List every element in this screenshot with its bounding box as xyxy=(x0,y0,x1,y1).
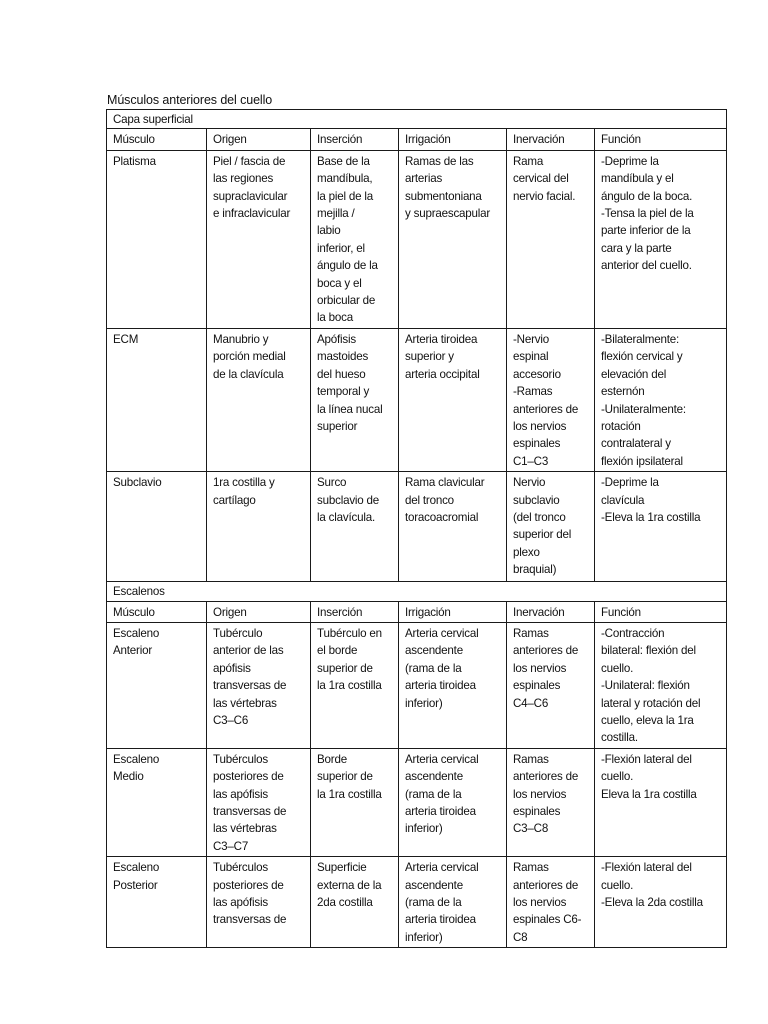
cell-text-line: rotación xyxy=(601,419,641,433)
cell-text-line: Ramas xyxy=(513,752,549,766)
cell-text-line: C8 xyxy=(513,930,528,944)
cell-text-line: flexión ipsilateral xyxy=(601,454,683,468)
cell-text-line: Tubérculos xyxy=(213,861,268,875)
cell-text-line: la boca xyxy=(317,311,353,325)
cell-text-line: (rama de la xyxy=(405,896,462,910)
cell-innervation xyxy=(507,622,595,748)
cell-insertion xyxy=(311,748,399,856)
cell-innervation xyxy=(507,472,595,582)
cell-text-line: Escaleno xyxy=(113,626,160,640)
column-header-origin: Origen xyxy=(207,129,311,150)
cell-text-line: subclavio xyxy=(513,493,560,507)
cell-text-line: ascendente xyxy=(405,770,463,784)
cell-text-line: submentoniana xyxy=(405,189,482,203)
cell-text-line: flexión cervical y xyxy=(601,350,683,364)
cell-text-line: las vértebras xyxy=(213,822,277,836)
cell-text-line: transversas de xyxy=(213,805,287,818)
section-title: Escalenos xyxy=(107,582,727,601)
cell-text-line: el borde xyxy=(317,644,358,658)
cell-text-line: Escaleno xyxy=(113,861,160,875)
cell-text-line: mastoides xyxy=(317,350,369,364)
cell-text-line: -Ramas xyxy=(513,385,553,399)
cell-text-line: -Nervio xyxy=(513,332,549,346)
cell-irrigation xyxy=(399,328,507,471)
cell-text-line: los nervios xyxy=(513,787,567,801)
cell-text-line: cuello, eleva la 1ra xyxy=(601,713,694,727)
cell-muscle xyxy=(107,857,207,948)
cell-text-line: Superficie xyxy=(317,861,367,875)
cell-text-line: 2da costilla xyxy=(317,896,373,910)
cell-text-line: espinal xyxy=(513,350,549,364)
cell-text-line: accesorio xyxy=(513,367,561,381)
cell-text-line: subclavio de xyxy=(317,493,380,507)
cell-text-line: las vértebras xyxy=(213,696,277,710)
cell-text-line: C4–C6 xyxy=(513,696,549,710)
cell-text-line: cuello. xyxy=(601,661,634,675)
cell-text-line: bilateral: flexión del xyxy=(601,644,696,658)
cell-text-line: C1–C3 xyxy=(513,454,549,468)
cell-text-line: arteria tiroidea xyxy=(405,805,476,818)
cell-text-line: anterior del cuello. xyxy=(601,259,692,273)
cell-muscle xyxy=(107,622,207,748)
cell-text-line: Tubérculo en xyxy=(317,626,382,640)
cell-irrigation xyxy=(399,748,507,856)
cell-text-line: Ramas xyxy=(513,626,549,640)
cell-text-line: labio xyxy=(317,224,341,238)
cell-text-line: anteriores de xyxy=(513,402,579,416)
cell-text-line: la 1ra costilla xyxy=(317,679,382,693)
cell-text-line: superior y xyxy=(405,350,454,364)
cell-irrigation xyxy=(399,472,507,582)
column-header-insertion: Inserción xyxy=(311,129,399,150)
cell-text-line: mandíbula y el xyxy=(601,172,674,186)
cell-text-line: espinales xyxy=(513,437,561,451)
cell-text-line: las apófisis xyxy=(213,787,268,801)
cell-text-line: C3–C8 xyxy=(513,822,549,836)
cell-text-line: -Unilateralmente: xyxy=(601,402,686,416)
cell-text-line: parte inferior de la xyxy=(601,224,691,238)
cell-text-line: -Bilateralmente: xyxy=(601,332,679,346)
cell-text-line: contralateral y xyxy=(601,437,671,451)
cell-origin xyxy=(207,472,311,582)
cell-text-line: Posterior xyxy=(113,878,158,892)
cell-function xyxy=(595,328,727,471)
cell-text-line: Ramas xyxy=(513,861,549,875)
cell-text-line: del hueso xyxy=(317,367,366,381)
header-row xyxy=(107,129,727,150)
cell-function xyxy=(595,857,727,948)
document-title: Músculos anteriores del cuello xyxy=(107,93,273,107)
column-header-muscle: Músculo xyxy=(107,129,207,150)
cell-text-line: lateral y rotación del xyxy=(601,696,701,710)
cell-text-line: elevación del xyxy=(601,367,667,381)
cell-text-line: Tubérculos xyxy=(213,752,268,766)
cell-insertion xyxy=(311,622,399,748)
cell-text-line: arteria occipital xyxy=(405,367,480,381)
cell-text-line: inferior) xyxy=(405,696,443,710)
table-body xyxy=(107,110,727,948)
cell-text-line: Eleva la 1ra costilla xyxy=(601,787,697,801)
table-row xyxy=(107,472,727,582)
cell-text-line: Arteria cervical xyxy=(405,626,479,640)
cell-text-line: C3–C7 xyxy=(213,839,249,853)
cell-text-line: orbicular de xyxy=(317,294,376,308)
cell-text-line: -Deprime la xyxy=(601,476,659,490)
cell-text-line: los nervios xyxy=(513,661,567,675)
cell-text-line: posteriores de xyxy=(213,878,284,892)
cell-insertion xyxy=(311,328,399,471)
cell-text-line: Arteria cervical xyxy=(405,861,479,875)
cell-text-line: -Flexión lateral del xyxy=(601,861,692,875)
cell-text-line: cuello. xyxy=(601,878,634,892)
cell-text-line: los nervios xyxy=(513,896,567,910)
table-row xyxy=(107,328,727,471)
cell-text-line: apófisis xyxy=(213,661,251,675)
cell-text-line: de la clavícula xyxy=(213,367,284,381)
table-row xyxy=(107,150,727,328)
cell-origin xyxy=(207,857,311,948)
cell-text-line: cuello. xyxy=(601,770,634,784)
cell-text-line: Surco xyxy=(317,476,347,490)
cell-text-line: Base de la xyxy=(317,154,370,168)
cell-function xyxy=(595,472,727,582)
cell-text-line: ascendente xyxy=(405,644,463,658)
cell-text-line: inferior) xyxy=(405,822,443,836)
cell-text-line: espinales xyxy=(513,679,561,693)
cell-text-line: -Eleva la 2da costilla xyxy=(601,896,703,910)
column-header-function: Función xyxy=(595,601,727,622)
cell-text-line: boca y el xyxy=(317,276,362,290)
cell-text-line: las regiones xyxy=(213,172,274,186)
cell-text-line: superior de xyxy=(317,770,373,784)
cell-text-line: transversas de xyxy=(213,913,287,927)
cell-text-line: externa de la xyxy=(317,878,382,892)
cell-text-line: superior del xyxy=(513,528,572,542)
cell-text-line: Arteria cervical xyxy=(405,752,479,766)
cell-text-line: las apófisis xyxy=(213,896,268,910)
cell-text-line: arterias xyxy=(405,172,443,186)
column-header-irrigation: Irrigación xyxy=(399,129,507,150)
cell-text-line: -Eleva la 1ra costilla xyxy=(601,510,701,524)
column-header-innervation: Inervación xyxy=(507,129,595,150)
cell-text-line: Arteria tiroidea xyxy=(405,332,478,346)
cell-text-line: braquial) xyxy=(513,563,557,577)
cell-text-line: del tronco xyxy=(405,493,454,507)
cell-text-line: -Unilateral: flexión xyxy=(601,679,690,693)
cell-text-line: Anterior xyxy=(113,644,152,658)
cell-innervation xyxy=(507,857,595,948)
cell-text-line: 1ra costilla y xyxy=(213,476,275,490)
cell-text-line: transversas de xyxy=(213,679,287,693)
cell-irrigation xyxy=(399,622,507,748)
cell-text-line: anterior de las xyxy=(213,644,284,658)
cell-text-line: toracoacromial xyxy=(405,510,479,524)
cell-text-line: Escaleno xyxy=(113,752,160,766)
cell-text-line: mejilla / xyxy=(317,207,355,221)
cell-text-line: arteria tiroidea xyxy=(405,679,476,693)
column-header-muscle: Músculo xyxy=(107,601,207,622)
cell-function xyxy=(595,748,727,856)
cell-text-line: (rama de la xyxy=(405,787,462,801)
section-row xyxy=(107,582,727,601)
cell-text-line: supraclavicular xyxy=(213,189,288,203)
cell-text-line: costilla. xyxy=(601,731,638,745)
cell-muscle xyxy=(107,328,207,471)
cell-text-line: cara y la parte xyxy=(601,241,672,255)
cell-text-line: -Tensa la piel de la xyxy=(601,207,694,221)
cell-text-line: la 1ra costilla xyxy=(317,787,382,801)
cell-text-line: nervio facial. xyxy=(513,189,576,203)
cell-text-line: anteriores de xyxy=(513,770,579,784)
cell-text-line: Platisma xyxy=(113,154,156,168)
cell-text-line: Ramas de las xyxy=(405,154,474,168)
cell-text-line: ECM xyxy=(113,332,139,346)
cell-text-line: temporal y xyxy=(317,385,370,399)
cell-text-line: Manubrio y xyxy=(213,332,269,346)
cell-origin xyxy=(207,328,311,471)
cell-text-line: la línea nucal xyxy=(317,402,383,416)
cell-text-line: cartílago xyxy=(213,493,256,507)
cell-text-line: Subclavio xyxy=(113,476,162,490)
cell-insertion xyxy=(311,472,399,582)
cell-muscle xyxy=(107,472,207,582)
cell-irrigation xyxy=(399,857,507,948)
cell-text-line: Rama xyxy=(513,154,544,168)
cell-function xyxy=(595,150,727,328)
column-header-innervation: Inervación xyxy=(507,601,595,622)
cell-text-line: ángulo de la boca. xyxy=(601,189,693,203)
cell-text-line: -Contracción xyxy=(601,626,665,640)
cell-text-line: anteriores de xyxy=(513,644,579,658)
cell-innervation xyxy=(507,748,595,856)
cell-text-line: mandíbula, xyxy=(317,172,373,186)
cell-text-line: Piel / fascia de xyxy=(213,154,286,168)
cell-innervation xyxy=(507,328,595,471)
section-row xyxy=(107,110,727,129)
table-row xyxy=(107,622,727,748)
cell-text-line: C3–C6 xyxy=(213,713,249,727)
cell-text-line: (del tronco xyxy=(513,510,566,524)
cell-muscle xyxy=(107,150,207,328)
cell-text-line: e infraclavicular xyxy=(213,207,291,221)
cell-origin xyxy=(207,150,311,328)
section-title: Capa superficial xyxy=(107,110,727,129)
cell-text-line: inferior) xyxy=(405,930,443,944)
cell-text-line: -Deprime la xyxy=(601,154,659,168)
cell-text-line: plexo xyxy=(513,545,540,559)
column-header-origin: Origen xyxy=(207,601,311,622)
cell-text-line: Nervio xyxy=(513,476,546,490)
cell-text-line: la piel de la xyxy=(317,189,374,203)
cell-text-line: espinales C6- xyxy=(513,913,582,927)
cell-text-line: esternón xyxy=(601,385,645,399)
cell-text-line: superior xyxy=(317,419,358,433)
cell-text-line: -Flexión lateral del xyxy=(601,752,692,766)
cell-text-line: ángulo de la xyxy=(317,259,378,273)
cell-text-line: superior de xyxy=(317,661,373,675)
cell-text-line: Apófisis xyxy=(317,332,356,346)
header-row xyxy=(107,601,727,622)
cell-text-line: ascendente xyxy=(405,878,463,892)
cell-text-line: inferior, el xyxy=(317,241,365,255)
cell-muscle xyxy=(107,748,207,856)
cell-text-line: los nervios xyxy=(513,419,567,433)
cell-origin xyxy=(207,748,311,856)
cell-text-line: clavícula xyxy=(601,493,645,507)
cell-text-line: Tubérculo xyxy=(213,626,263,640)
cell-text-line: cervical del xyxy=(513,172,569,186)
cell-text-line: Medio xyxy=(113,770,144,784)
cell-text-line: posteriores de xyxy=(213,770,284,784)
column-header-insertion: Inserción xyxy=(311,601,399,622)
column-header-irrigation: Irrigación xyxy=(399,601,507,622)
column-header-function: Función xyxy=(595,129,727,150)
cell-innervation xyxy=(507,150,595,328)
cell-irrigation xyxy=(399,150,507,328)
cell-text-line: Borde xyxy=(317,752,347,766)
cell-insertion xyxy=(311,150,399,328)
cell-insertion xyxy=(311,857,399,948)
table-row xyxy=(107,748,727,856)
cell-text-line: anteriores de xyxy=(513,878,579,892)
cell-text-line: arteria tiroidea xyxy=(405,913,476,927)
cell-text-line: espinales xyxy=(513,805,561,818)
cell-text-line: y supraescapular xyxy=(405,207,491,221)
cell-function xyxy=(595,622,727,748)
cell-text-line: la clavícula. xyxy=(317,510,375,524)
muscles-table xyxy=(106,109,727,948)
cell-text-line: (rama de la xyxy=(405,661,462,675)
table-row xyxy=(107,857,727,948)
cell-origin xyxy=(207,622,311,748)
cell-text-line: Rama clavicular xyxy=(405,476,485,490)
cell-text-line: porción medial xyxy=(213,350,286,364)
